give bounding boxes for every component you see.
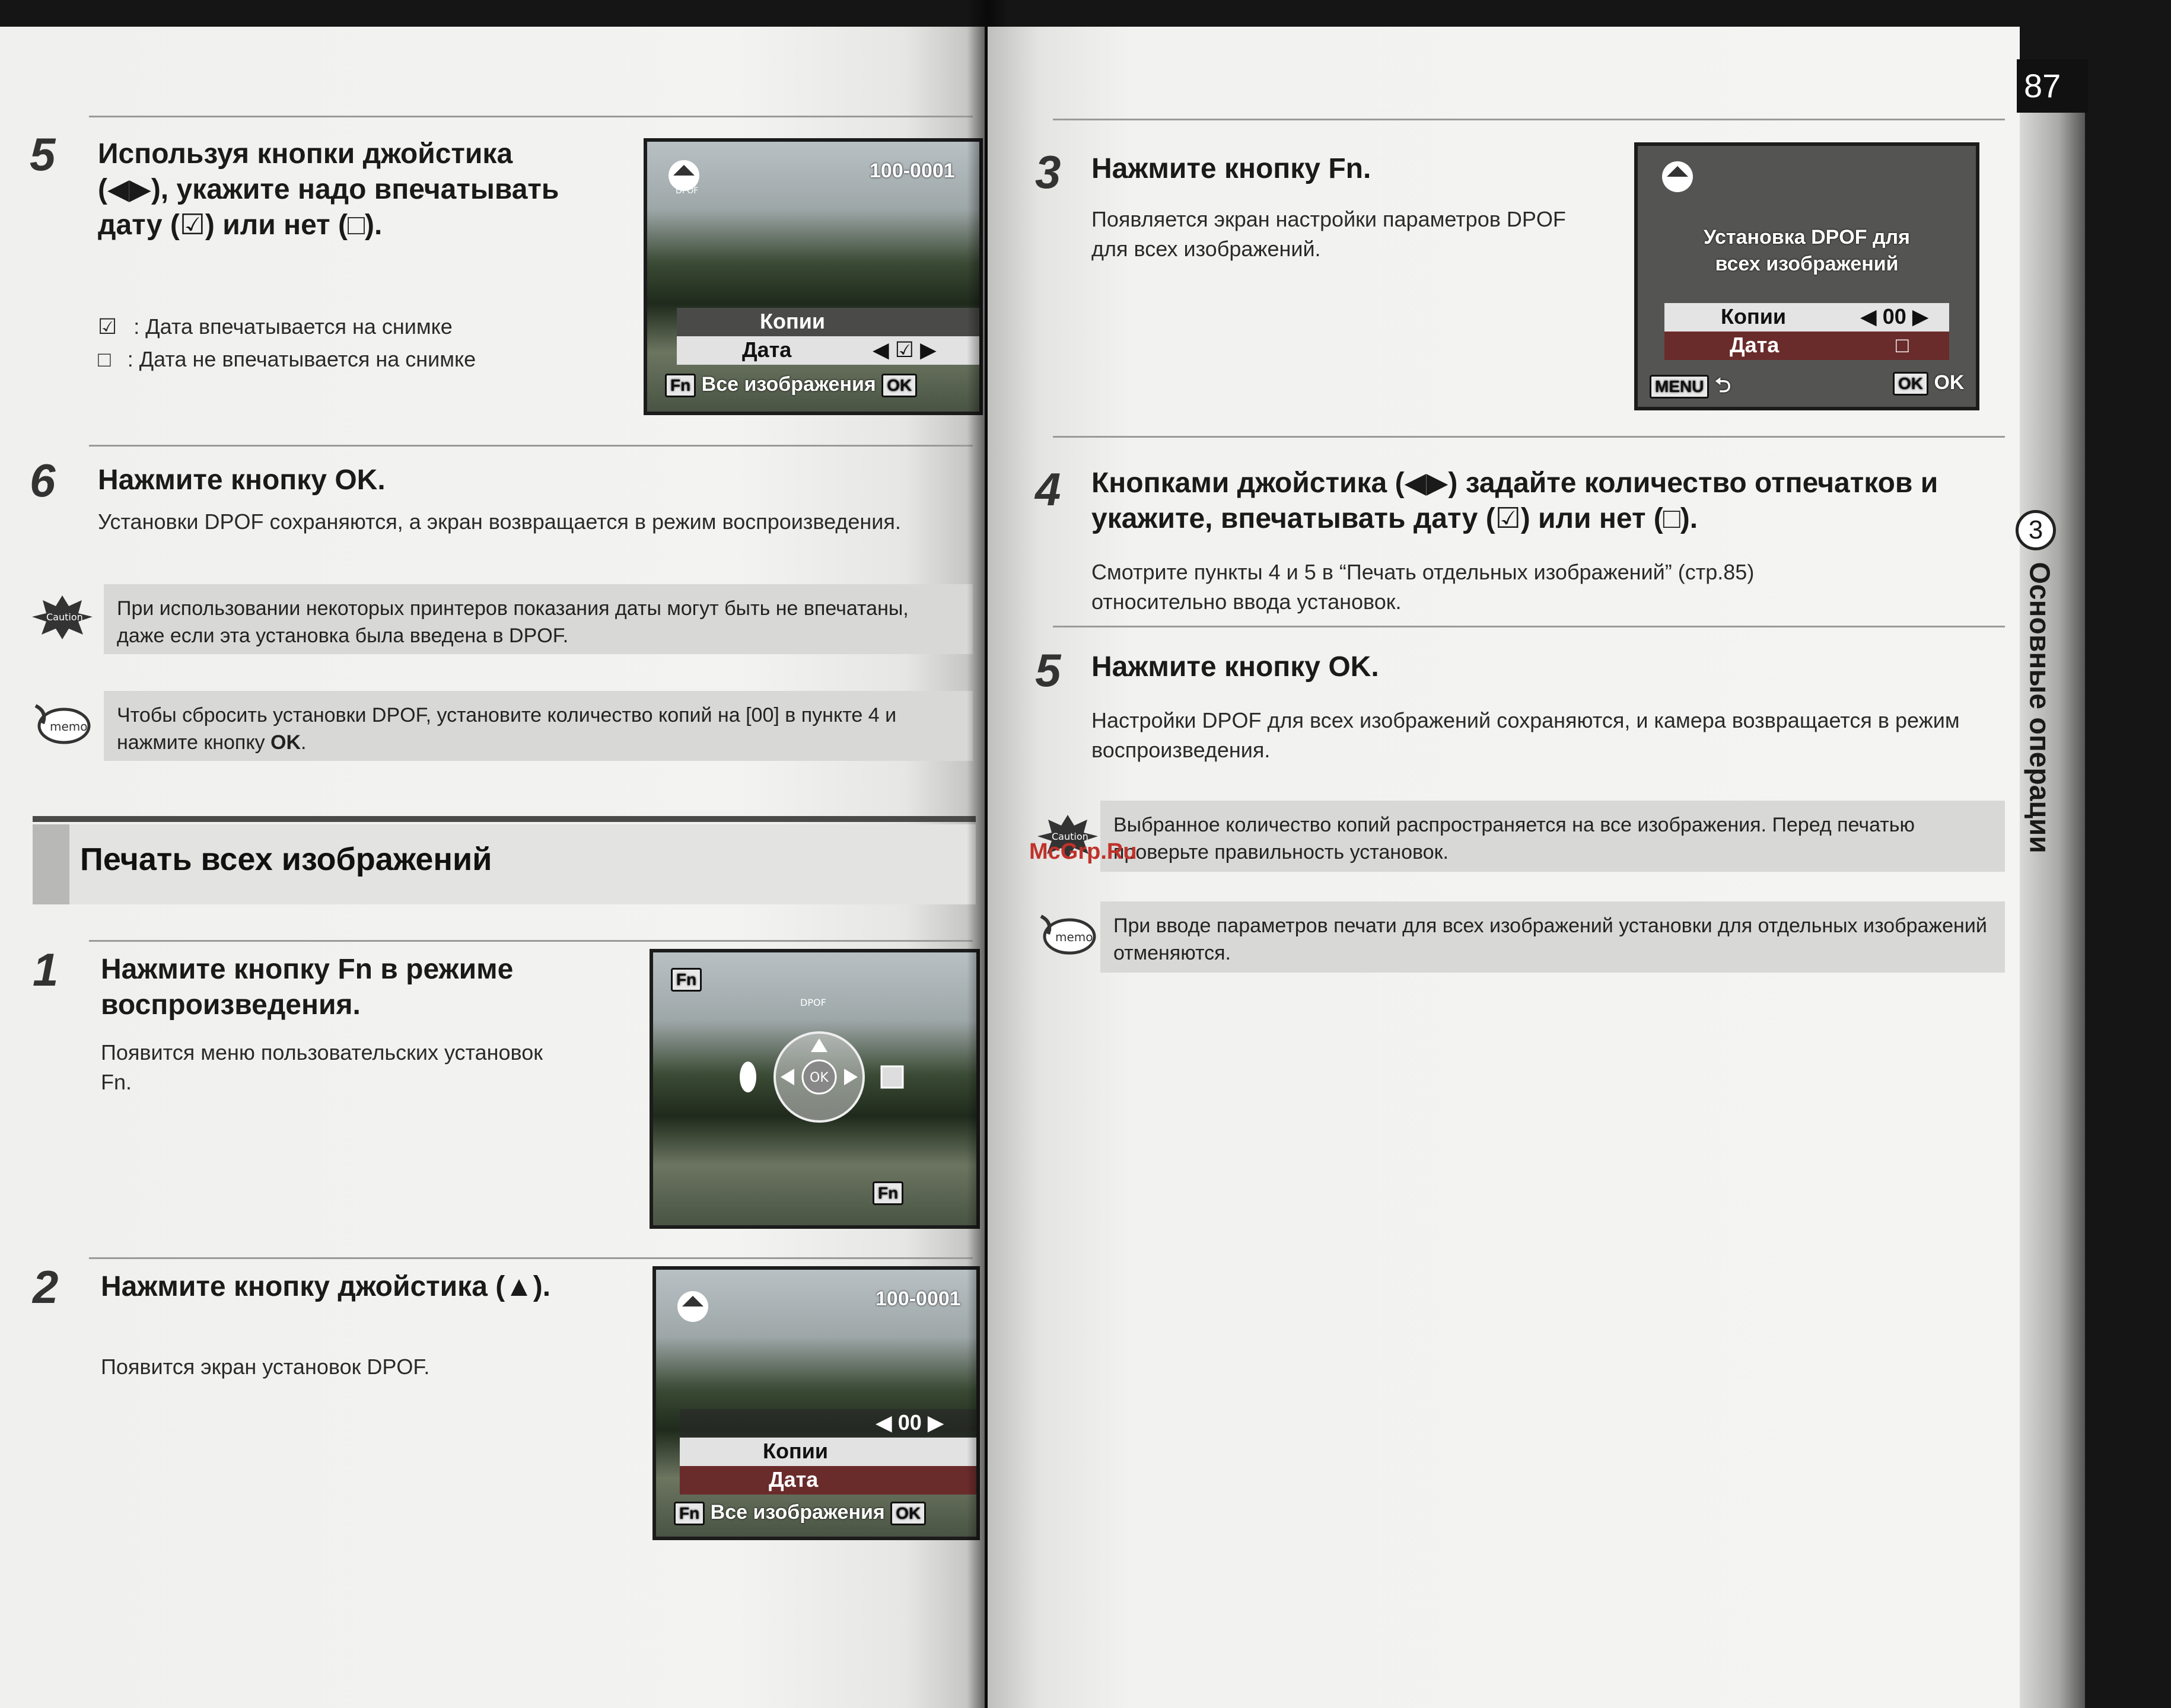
watermark: McGrp.Ru	[1029, 839, 1137, 864]
fn-badge: Fn	[873, 1181, 903, 1205]
section-rule	[33, 816, 976, 822]
section-title: Печать всех изображений	[80, 842, 492, 877]
fn-badge: Fn	[665, 374, 696, 397]
step-number: 2	[33, 1261, 59, 1313]
lcd-footer	[665, 373, 917, 397]
left-page	[0, 27, 985, 1708]
svg-text:memo: memo	[50, 719, 88, 734]
section-bar	[33, 824, 69, 904]
back-arrow-icon: ⮌	[1714, 374, 1731, 397]
camera-lcd-fn-menu	[650, 949, 980, 1229]
divider	[89, 445, 973, 447]
row-label: Копии	[1721, 304, 1786, 329]
page-number: 87	[2017, 59, 2088, 113]
ok-badge: OK	[881, 374, 917, 397]
copies-row[interactable]	[1664, 303, 1949, 332]
svg-text:DPOF: DPOF	[676, 186, 699, 196]
section-header	[33, 824, 976, 904]
svg-text:Caution: Caution	[1052, 831, 1088, 842]
svg-text:memo: memo	[1055, 930, 1093, 944]
date-row[interactable]	[677, 336, 983, 365]
step-title: Нажмите кнопку джойстика (▲).	[101, 1271, 551, 1302]
copies-value: ◀ 00 ▶	[1860, 304, 1929, 329]
lcd-footer	[674, 1501, 926, 1525]
copies-row	[677, 308, 983, 336]
step-number: 4	[1035, 463, 1061, 515]
memo-ok: OK	[270, 731, 301, 754]
memo-text: Чтобы сбросить установки DPOF, установите количество копий на [00] в пункте 4 и нажмите кнопку	[117, 704, 897, 754]
legend-row	[98, 314, 453, 339]
row-label: Копии	[760, 309, 825, 333]
footer-label: Все изображения	[710, 1501, 885, 1524]
step-number: 6	[30, 454, 56, 506]
menu-badge: MENU	[1650, 375, 1709, 399]
memo-icon	[30, 700, 95, 747]
fn-badge: Fn	[671, 968, 702, 992]
file-number: 100-0001	[876, 1288, 961, 1310]
step-number: 3	[1035, 146, 1061, 198]
divider	[1053, 626, 2005, 627]
lcd-heading: всех изображений	[1715, 253, 1899, 275]
step-title: Используя кнопки джойстика (◀▶), укажите надо впечатывать дату (☑) или нет (□).	[98, 138, 559, 241]
footer-label: Все изображения	[701, 373, 876, 396]
divider	[89, 1257, 973, 1259]
copies-number: 00	[897, 1410, 922, 1435]
right-page	[988, 27, 2020, 1708]
dpof-print-icon	[674, 1288, 715, 1329]
memo-callout: При вводе параметров печати для всех изображений установки для отдельных изображений отменяются.	[1100, 901, 2005, 973]
fn-badge: Fn	[674, 1502, 705, 1525]
date-row	[1664, 332, 1949, 360]
step-body: Установки DPOF сохраняются, а экран возвращается в режим воспроизведения.	[98, 509, 901, 534]
joystick-icon	[730, 988, 908, 1142]
divider	[89, 116, 973, 117]
memo-callout	[104, 691, 973, 761]
svg-text:Caution: Caution	[46, 611, 83, 623]
dpof-label: DPOF	[800, 997, 826, 1008]
date-row	[680, 1466, 980, 1494]
file-number: 100-0001	[870, 160, 955, 182]
ok-label: OK	[1934, 371, 1965, 394]
chapter-label: Основные операции	[2023, 562, 2055, 853]
step-body: Появится экран установок DPOF.	[101, 1355, 430, 1379]
legend-text: : Дата впечатывается на снимке	[133, 314, 453, 339]
ok-badge: OK	[1893, 372, 1928, 396]
unchecked-icon: □	[98, 347, 111, 371]
step-body: Смотрите пункты 4 и 5 в “Печать отдельных изображений” (стр.85) относительно ввода установок.	[1091, 560, 1755, 614]
row-label: Дата	[742, 337, 792, 362]
checked-icon: ☑	[98, 314, 117, 339]
fn-label	[873, 1181, 903, 1205]
memo-icon	[1035, 910, 1100, 958]
legend-text: : Дата не впечатывается на снимке	[127, 347, 476, 371]
copies-number: 00	[1882, 304, 1906, 329]
chapter-tab	[2016, 498, 2063, 937]
ok-label: OK	[810, 1070, 829, 1085]
divider	[1053, 119, 2005, 120]
unchecked-icon: □	[1896, 333, 1909, 357]
step-number: 5	[1035, 644, 1061, 696]
divider	[89, 940, 973, 942]
checkbox-icon: ◀ ☑ ▶	[873, 337, 937, 362]
lcd-footer-left	[1650, 371, 1731, 405]
step-title: Нажмите кнопку OK.	[1091, 651, 1379, 683]
divider	[1053, 436, 2005, 438]
legend-row	[98, 347, 476, 372]
row-label: Дата	[769, 1467, 819, 1492]
row-label: Копии	[763, 1439, 828, 1463]
ok-badge: OK	[890, 1502, 926, 1525]
step-number: 5	[30, 128, 56, 180]
camera-lcd-screenshot	[644, 138, 983, 415]
lcd-heading: Установка DPOF для	[1704, 226, 1910, 248]
step-number: 1	[33, 944, 59, 996]
dpof-print-icon	[1659, 158, 1700, 199]
chapter-number: 3	[2016, 510, 2056, 550]
dpof-print-icon	[665, 157, 706, 198]
caution-callout: Выбранное количество копий распространяется на все изображения. Перед печатью проверьте правильность установок.	[1100, 801, 2005, 872]
fn-label	[671, 967, 702, 992]
caution-callout: При использовании некоторых принтеров показания даты могут быть не впечатаны, даже если эта установка была введена в DPOF.	[104, 584, 973, 654]
step-title: Кнопками джойстика (◀▶) задайте количество отпечатков и укажите, впечатывать дату (☑) или нет (□).	[1091, 467, 1938, 534]
memo-end: .	[301, 731, 307, 754]
copies-row[interactable]	[680, 1438, 980, 1466]
value-row	[680, 1409, 980, 1438]
step-body: Появляется экран настройки параметров DPOF для всех изображений.	[1091, 207, 1566, 261]
copies-value: ◀ 00 ▶	[876, 1410, 944, 1435]
lcd-footer-right	[1893, 371, 1964, 396]
camera-lcd-dpof	[652, 1266, 980, 1540]
step-title: Нажмите кнопку Fn в режиме воспроизведения.	[101, 954, 514, 1021]
step-body: Появится меню пользовательских установок Fn.	[101, 1040, 543, 1094]
step-title: Нажмите кнопку OK.	[98, 464, 386, 496]
row-label: Дата	[1730, 333, 1780, 357]
step-title: Нажмите кнопку Fn.	[1091, 153, 1371, 184]
camera-lcd-all-images	[1634, 142, 1979, 410]
caution-icon	[30, 593, 95, 640]
step-body: Настройки DPOF для всех изображений сохраняются, и камера возвращается в режим воспроизведения.	[1091, 708, 1960, 762]
